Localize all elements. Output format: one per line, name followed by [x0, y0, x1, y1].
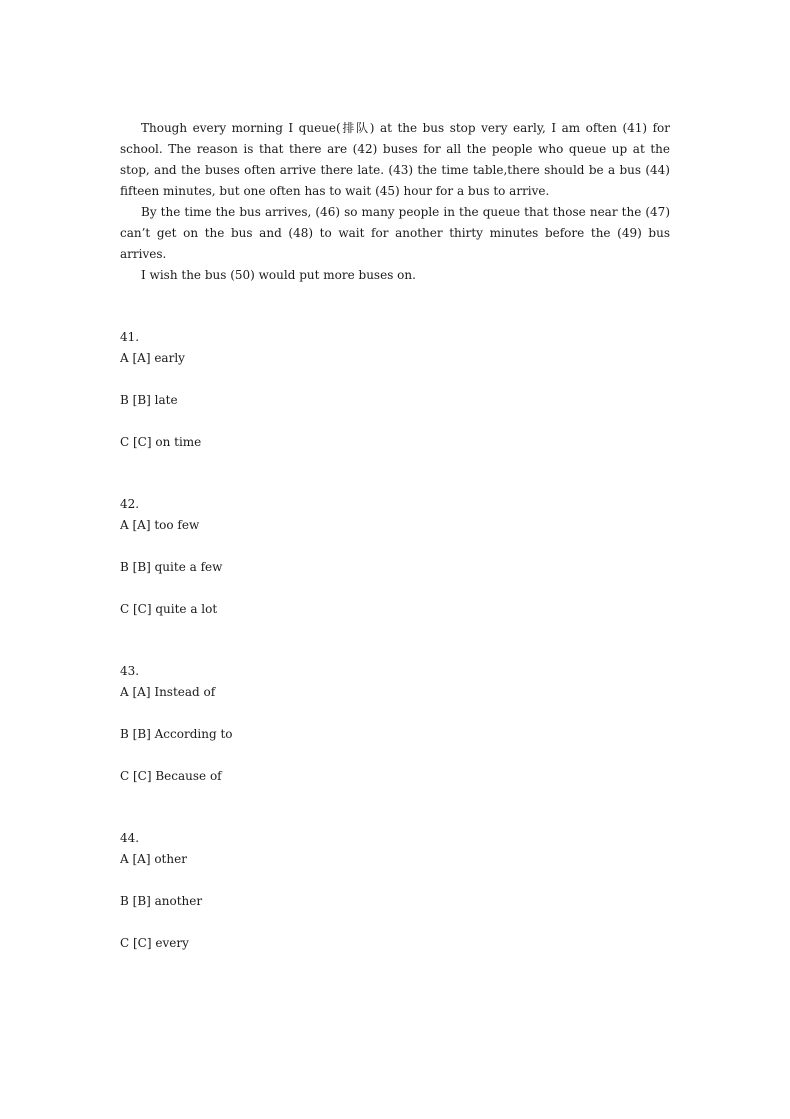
passage-paragraph: By the time the bus arrives, (46) so many people in the queue that those near the (47) can’t get on the bus and (48) to wait for another thirty minutes before the (49) bus arrives.: [120, 205, 670, 261]
question-41: [120, 327, 670, 453]
option-b[interactable]: B [B] late: [120, 393, 178, 407]
question-44: [120, 828, 670, 954]
option-a[interactable]: A [A] too few: [120, 518, 200, 532]
option-b[interactable]: B [B] another: [120, 894, 203, 908]
option-a[interactable]: A [A] Instead of: [120, 685, 216, 699]
option-c[interactable]: C [C] quite a lot: [120, 602, 218, 616]
question-number: 44.: [120, 831, 140, 845]
question-number: 41.: [120, 330, 140, 344]
option-c[interactable]: C [C] every: [120, 936, 189, 950]
question-43: [120, 661, 670, 787]
cloze-passage: [120, 118, 670, 286]
option-c[interactable]: C [C] Because of: [120, 769, 222, 783]
question-number: 43.: [120, 664, 140, 678]
option-a[interactable]: A [A] early: [120, 351, 185, 365]
passage-paragraph: I wish the bus (50) would put more buses on.: [141, 268, 416, 282]
question-42: [120, 494, 670, 620]
option-c[interactable]: C [C] on time: [120, 435, 202, 449]
option-a[interactable]: A [A] other: [120, 852, 187, 866]
question-number: 42.: [120, 497, 140, 511]
question-list: [120, 327, 670, 954]
passage-paragraph: Though every morning I queue(排队) at the bus stop very early, I am often (41) for school. The reason is that there are (42) buses for all the people who queue up at the stop, and the buses often arrive there late. (43) the time table,there should be a bus (44) fifteen minutes, but one often has to wait (45) hour for a bus to arrive.: [120, 121, 670, 198]
option-b[interactable]: B [B] According to: [120, 727, 233, 741]
document-page: [120, 118, 670, 995]
option-b[interactable]: B [B] quite a few: [120, 560, 223, 574]
